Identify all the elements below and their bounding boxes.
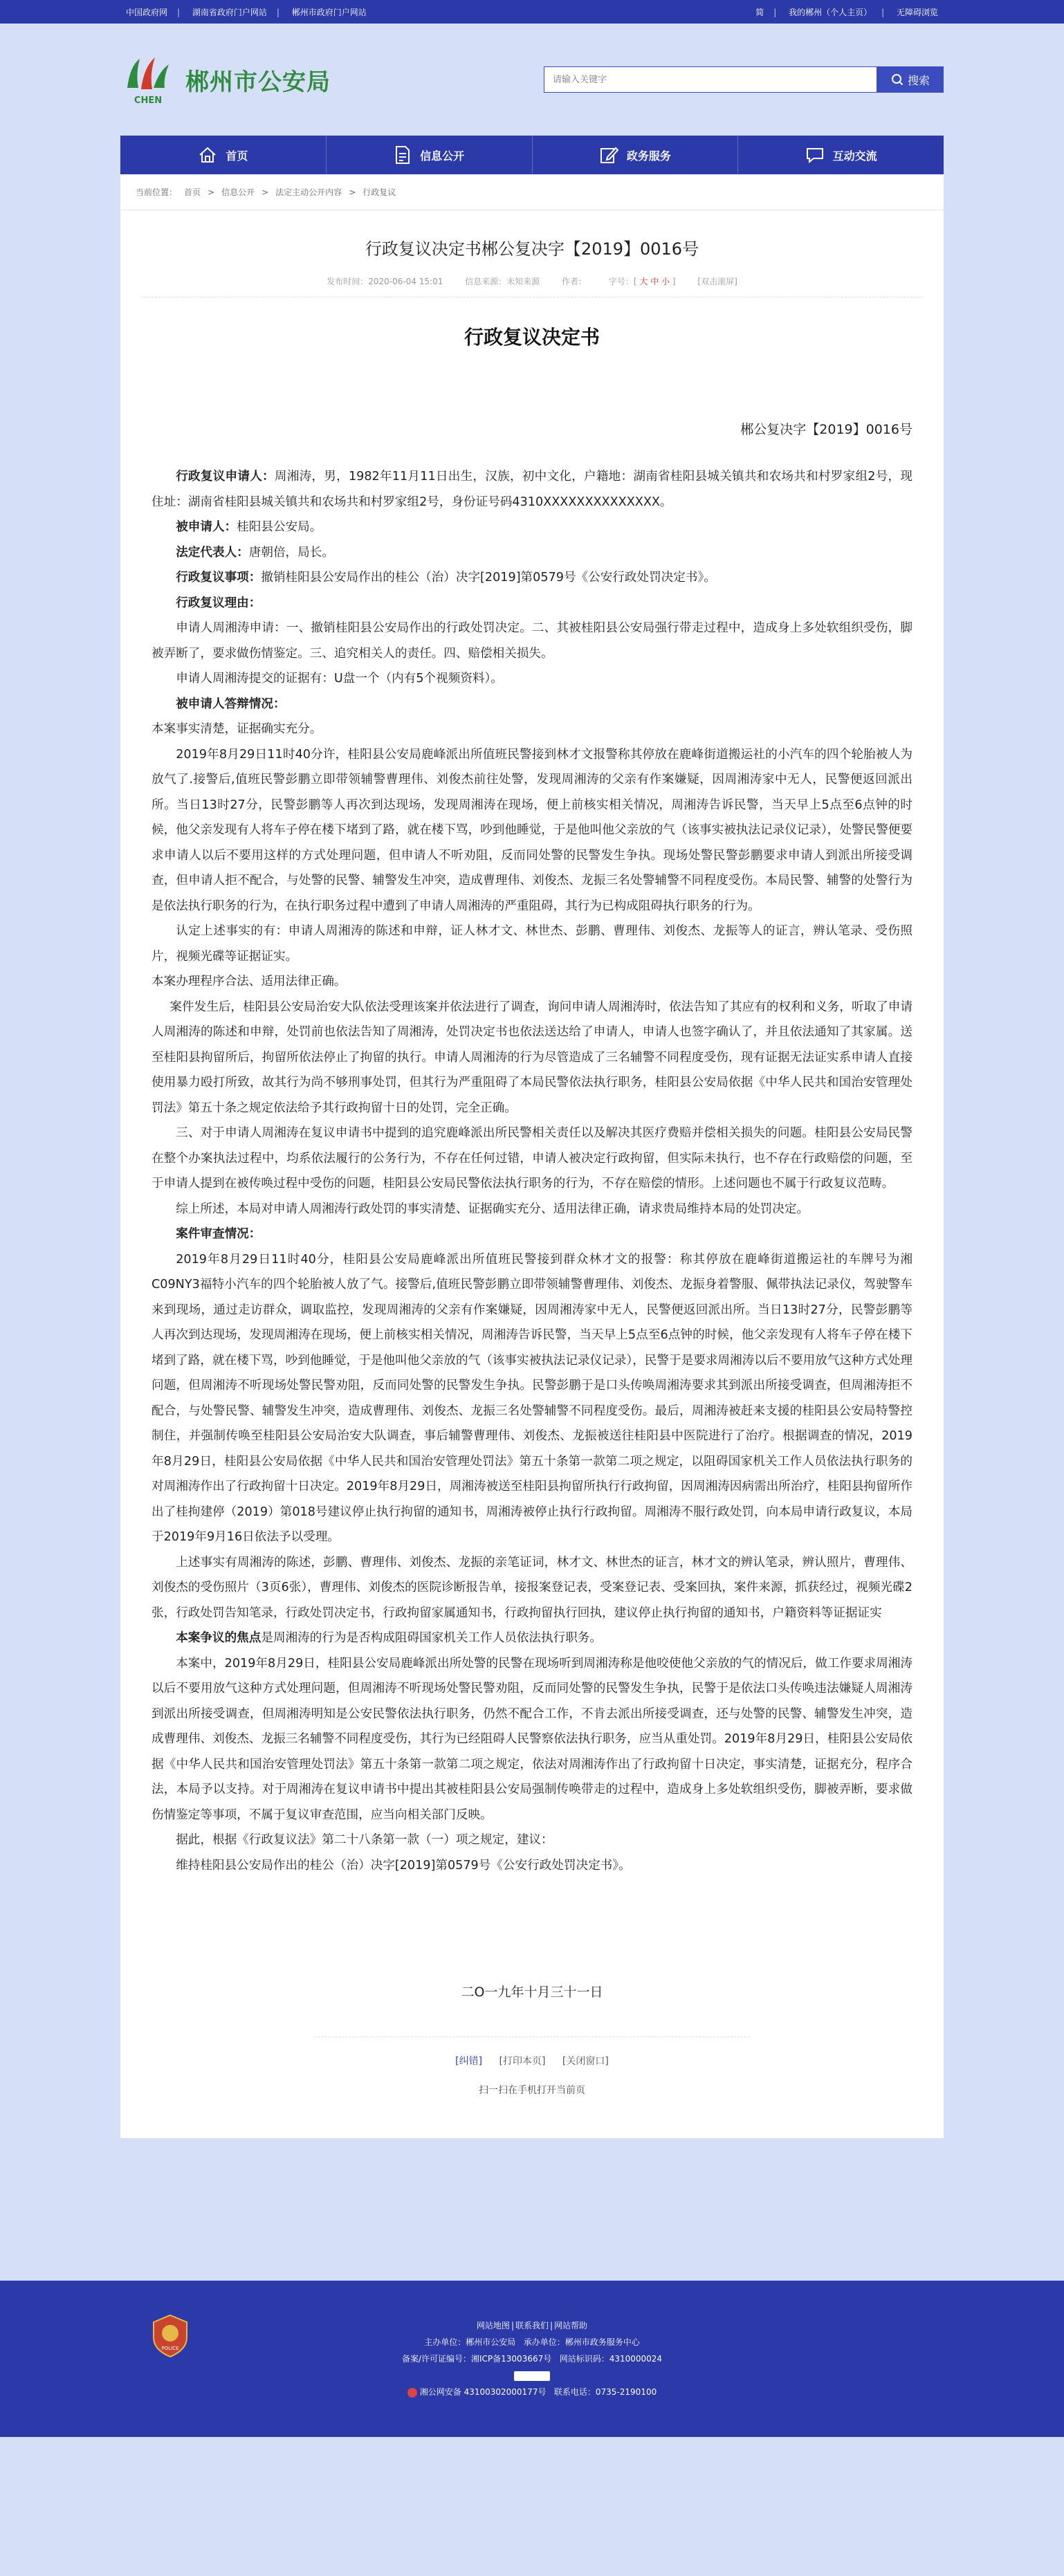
chenzhou-link[interactable]: 郴州市政府门户网站 xyxy=(291,7,367,17)
nav-home[interactable] xyxy=(120,136,327,174)
article-paragraph xyxy=(152,692,912,717)
breadcrumb-prefix: 当前位置： xyxy=(136,187,178,197)
gov-seal-icon xyxy=(514,2371,550,2381)
article-paragraph xyxy=(152,717,912,742)
paragraph-text: 周湘涛，男，1982年11月11日出生，汉族，初中文化，户籍地：湖南省桂阳县城关镇共和农场共和村罗家组2号，现住址：湖南省桂阳县城关镇共和农场共和村罗家组2号，身份证号码4310XXXXXXXXXXXXXX。 xyxy=(152,470,912,509)
paragraph-label: 被申请人答辩情况： xyxy=(176,697,286,711)
article-paragraph xyxy=(152,1121,912,1197)
article-paragraph xyxy=(152,969,912,995)
home-icon xyxy=(198,146,217,164)
article-paragraph xyxy=(152,742,912,919)
search-icon xyxy=(891,73,904,86)
paragraph-label: 行政复议理由： xyxy=(176,596,262,610)
paragraph-text: 桂阳县公安局。 xyxy=(237,520,322,534)
paragraph-label: 被申请人： xyxy=(176,520,237,534)
article-meta xyxy=(141,275,923,297)
paragraph-text: 2019年8月29日11时40分，桂阳县公安局鹿峰派出所值班民警接到群众林才文的报警：称其停放在鹿峰街道搬运社的车牌号为湘C09NY3福特小汽车的四个轮胎被人放了气。接警后,值班民警彭鹏立即带领辅警曹理伟、刘俊杰、龙振身着警服、佩带执法记录仪，驾驶警车来到现场，通过走访群众，调取监控，发现周湘涛的父亲有作案嫌疑，因周湘涛家中无人，民警便返回派出所。当日13时27分，民警彭鹏等人再次到达现场，发现周湘涛在现场，便上前核实相关情况，周湘涛告诉民警，当天早上5点至6点钟的时候，他父亲发现有人将车子停在楼下堵到了路，就在楼下骂，吵到他睡觉，于是他叫他父亲放的气（该事实被执法记录仪记录），民警于是要求周湘涛以后不要用放气这种方式处理问题，但周湘涛不听现场处警民警劝阻，反而同处警的民警发生争执。民警彭鹏于是口头传唤周湘涛要求其到派出所接受调查，但周湘涛拒不配合，与处警民警、辅警发生冲突，造成曹理伟、刘俊杰、龙振三名处警辅警不同程度受伤。最后，周湘涛被赶来支援的桂阳县公安局特警控制住，并强制传唤至桂阳县公安局治安大队调查，事后辅警曹理伟、刘俊杰、龙振被送往桂阳县中医院进行了治疗。根据调查的情况，2019年8月29日，桂阳县公安局依据《中华人民共和国治安管理处罚法》第五十条第一款第二项之规定，以阻碍国家机关工作人员依法执行职务的对周湘涛作出了行政拘留十日决定。2019年8月29日，周湘涛被送至桂阳县拘留所执行行政拘留，因周湘涛因病需出所治疗，桂阳县拘留所作出了桂拘建停（2019）第018号建议停止执行拘留的通知书，周湘涛被停止执行行政拘留。周湘涛不服行政处罚，向本局申请行政复议，本局于2019年9月16日依法予以受理。 xyxy=(152,1252,912,1544)
article-paragraph xyxy=(152,1828,912,1853)
footer-phone: 联系电话：0735-2190100 xyxy=(553,2387,657,2397)
main-content xyxy=(120,174,944,2138)
meta-author: 作者： xyxy=(562,277,587,286)
search-button[interactable] xyxy=(877,66,944,93)
site-title: 郴州市公安局 xyxy=(185,68,331,96)
footer-site-code: 网站标识码：4310000024 xyxy=(559,2354,663,2364)
document-date: 二O一九年十月三十一日 xyxy=(461,1985,603,2000)
article-paragraph xyxy=(152,919,912,969)
article-paragraph xyxy=(152,565,912,591)
article-body xyxy=(120,464,944,1878)
article-actions xyxy=(314,2036,750,2068)
main-nav xyxy=(120,136,944,174)
article-paragraph xyxy=(152,1853,912,1879)
nav-home-label: 首页 xyxy=(226,149,248,163)
logo-mark-icon xyxy=(120,53,176,106)
article-paragraph xyxy=(152,1626,912,1651)
breadcrumb-sep: > xyxy=(208,187,215,197)
paragraph-text: 认定上述事实的有：申请人周湘涛的陈述和申辩，证人林才文、林世杰、彭鹏、曹理伟、刘俊杰、龙振等人的证言，辨认笔录、受伤照片，视频光碟等证据证实。 xyxy=(152,924,912,964)
site-footer xyxy=(0,2281,1064,2437)
footer-police[interactable]: 湘公网安备 43100302000177号 xyxy=(419,2387,547,2397)
nav-services[interactable] xyxy=(533,136,739,174)
top-links-left: 中国政府网 | 湖南省政府门户网站 | 郴州市政府门户网站 xyxy=(126,7,367,17)
search-input[interactable] xyxy=(544,66,877,93)
accessibility-link[interactable]: 无障碍浏览 xyxy=(896,7,938,17)
article-paragraph xyxy=(152,1550,912,1626)
paragraph-label: 法定代表人： xyxy=(176,545,249,560)
qr-hint[interactable]: 扫一扫在手机打开当前页 xyxy=(479,2085,585,2096)
paragraph-text: 本案事实清楚，证据确实充分。 xyxy=(152,722,322,736)
paragraph-text: 唐朝倍，局长。 xyxy=(248,545,334,560)
contact-link[interactable]: 联系我们 xyxy=(515,2321,549,2330)
article-paragraph xyxy=(152,666,912,692)
article-title: 行政复议决定书郴公复决字【2019】0016号 xyxy=(365,239,699,259)
paragraph-text: 申请人周湘涛提交的证据有：U盘一个（内有5个视频资料）。 xyxy=(176,672,503,686)
article-paragraph xyxy=(152,1247,912,1550)
article-paragraph xyxy=(152,540,912,566)
breadcrumb-sep: > xyxy=(262,187,269,197)
breadcrumb xyxy=(120,174,944,210)
police-record-icon xyxy=(407,2388,417,2398)
paragraph-text: 维持桂阳县公安局作出的桂公（治）决字[2019]第0579号《公安行政处罚决定书》。 xyxy=(176,1858,631,1873)
breadcrumb-home[interactable]: 首页 xyxy=(184,187,201,197)
site-logo[interactable] xyxy=(120,53,331,106)
document-number: 郴公复决字【2019】0016号 xyxy=(740,422,912,437)
personal-page-link[interactable]: 我的郴州（个人主页） xyxy=(789,7,872,17)
font-small-button[interactable]: 小 xyxy=(661,277,670,286)
site-header xyxy=(120,24,944,136)
article-paragraph xyxy=(152,591,912,616)
edit-icon xyxy=(599,145,618,165)
breadcrumb-statutory[interactable]: 法定主动公开内容 xyxy=(275,187,342,197)
paragraph-text: 案件发生后，桂阳县公安局治安大队依法受理该案并依法进行了调查，询问申请人周湘涛时，依法告知了其应有的权利和义务，听取了申请人周湘涛的陈述和申辩，处罚前也依法告知了周湘涛，处罚决定书也依法送达给了申请人，申请人也签字确认了，并且依法通知了其家属。送至桂阳县拘留所后，拘留所依法停止了拘留的执行。申请人周湘涛的行为尽管造成了三名辅警不同程度受伤，现有证据无法证实系申请人直接使用暴力殴打所致，故其行为尚不够刑事处罚，但其行为严重阻碍了本局民警依法执行职务，桂阳县公安局依据《中华人民共和国治安管理处罚法》第五十条之规定依法给予其行政拘留十日的处罚，完全正确。 xyxy=(152,1000,912,1115)
meta-font-size: 字号：[ 大 中 小 ] xyxy=(608,277,676,286)
footer-undertaker: 承办单位：郴州市政务服务中心 xyxy=(523,2337,640,2347)
paragraph-label: 行政复议申请人： xyxy=(176,470,275,484)
paragraph-text: 综上所述，本局对申请人周湘涛行政处罚的事实清楚、证据确实充分、适用法律正确，请求贵局维持本局的处罚决定。 xyxy=(176,1202,809,1216)
footer-org xyxy=(402,2334,662,2350)
article-paragraph xyxy=(152,1651,912,1828)
paragraph-text: 2019年8月29日11时40分许，桂阳县公安局鹿峰派出所值班民警接到林才文报警称其停放在鹿峰街道搬运社的小汽车的四个轮胎被人为放气了.接警后,值班民警彭鹏立即带领辅警曹理伟、刘俊杰前往处警，发现周湘涛的父亲有作案嫌疑，因周湘涛家中无人，民警便返回派出所。当日13时27分，民警彭鹏等人再次到达现场，发现周湘涛在现场，便上前核实相关情况，周湘涛告诉民警，当天早上5点至6点钟的时候，他父亲发现有人将车子停在楼下堵到了路，就在楼下骂，吵到他睡觉，于是他叫他父亲放的气（该事实被执法记录仪记录），处警民警便要求申请人以后不要用这样的方式处理问题，但申请人不听劝阻，反而同处警的民警发生争执。现场处警民警彭鹏要求申请人到派出所接受调查，但申请人拒不配合，与处警的民警、辅警发生冲突，造成曹理伟、刘俊杰、龙振三名处警辅警不同程度受伤。本局民警、辅警的处警行为是依法执行职务的行为，在执行职务过程中遭到了申请人周湘涛的严重阻碍，其行为已构成阻碍执行职务的行为。 xyxy=(152,747,912,913)
paragraph-text: 本案中，2019年8月29日，桂阳县公安局鹿峰派出所处警的民警在现场听到周湘涛称是他咬使他父亲放的气的情况后，做工作要求周湘涛以后不要用放气这种方式处理问题，但周湘涛不听现场处警民警劝阻，反而同处警的民警发生争执，民警于是依法口头传唤违法嫌疑人周湘涛到派出所接受调查，但周湘涛明知是公安民警依法执行职务，仍然不配合工作，不肯去派出所接受调查，还与处警的民警、辅警发生冲突，造成曹理伟、刘俊杰、龙振三名辅警不同程度受伤，其行为已经阻碍人民警察依法执行职务，应当从重处罚。2019年8月29日，桂阳县公安局依据《中华人民共和国治安管理处罚法》第五十条第一款第二项之规定，依法对周湘涛作出了行政拘留十日决定，事实清楚，证据充分，程序合法，本局予以支持。对于周湘涛在复议申请书中提出其被桂阳县公安局强制传唤带走的过程中，造成身上多处软组织受伤，脚被弄断，要求做伤情鉴定等事项，不属于复议审查范围，应当向相关部门反映。 xyxy=(152,1656,912,1822)
hunan-link[interactable]: 湖南省政府门户网站 xyxy=(192,7,267,17)
paragraph-text: 本案办理程序合法、适用法律正确。 xyxy=(152,975,347,988)
footer-icp[interactable]: 备案/许可证编号：湘ICP备13003667号 xyxy=(401,2354,552,2364)
article-paragraph xyxy=(152,1197,912,1222)
footer-seal[interactable] xyxy=(402,2367,662,2384)
article-paragraph xyxy=(152,995,912,1121)
footer-links: 网站地图 | 联系我们 | 网站帮助 xyxy=(476,2321,588,2330)
print-link[interactable]: [打印本页] xyxy=(499,2056,546,2067)
simplified-link[interactable]: 简 xyxy=(755,7,764,17)
badge-text: POLICE xyxy=(161,2346,179,2351)
breadcrumb-info[interactable]: 信息公开 xyxy=(221,187,255,197)
top-links-right: 简 | 我的郴州（个人主页） | 无障碍浏览 xyxy=(755,7,938,17)
nav-interact[interactable] xyxy=(738,136,944,174)
nav-services-label: 政务服务 xyxy=(626,149,671,163)
breadcrumb-sep: > xyxy=(349,187,356,197)
sitemap-link[interactable]: 网站地图 xyxy=(476,2321,510,2330)
meta-source: 信息来源：未知来源 xyxy=(465,277,540,286)
font-medium-button[interactable]: 中 xyxy=(650,277,659,286)
article-paragraph xyxy=(152,464,912,515)
article-paragraph xyxy=(152,515,912,540)
paragraph-text: 撤销桂阳县公安局作出的桂公（治）决字[2019]第0579号《公安行政处罚决定书》。 xyxy=(261,571,716,585)
double-click-scroll[interactable]: [双击滚屏] xyxy=(697,277,737,286)
top-bar xyxy=(0,0,1064,24)
chat-icon xyxy=(805,146,825,164)
paragraph-label: 行政复议事项： xyxy=(176,571,262,585)
search-button-label: 搜索 xyxy=(907,73,930,87)
nav-info-label: 信息公开 xyxy=(420,149,465,163)
article-paragraph xyxy=(152,616,912,666)
paragraph-label: 本案争议的焦点 xyxy=(176,1631,262,1645)
correction-link[interactable]: [纠错] xyxy=(455,2056,483,2067)
paragraph-text: 申请人周湘涛申请：一、撤销桂阳县公安局作出的行政处罚决定。二、其被桂阳县公安局强行带走过程中，造成身上多处软组织受伤，脚被弄断了，要求做伤情鉴定。三、追究相关人的责任。四、赔偿相关损失。 xyxy=(152,621,912,661)
nav-interact-label: 互动交流 xyxy=(832,149,877,163)
paragraph-text: 三、对于申请人周湘涛在复议申请书中提到的追究鹿峰派出所民警相关责任以及解决其医疗费赔并偿相关损失的问题。桂阳县公安局民警在整个办案执法过程中，均系依法履行的公务行为，不存在任何过错，申请人被决定行政拘留，但实际未执行，也不存在行政赔偿的问题，至于申请人提到在被传唤过程中受伤的问题，桂阳县公安局民警依法执行职务的行为，不存在赔偿的情形。上述问题也不属于行政复议范畴。 xyxy=(152,1126,912,1190)
close-window-link[interactable]: [关闭窗口] xyxy=(562,2056,609,2067)
document-heading: 行政复议决定书 xyxy=(464,326,600,349)
font-large-button[interactable]: 大 xyxy=(639,277,648,286)
nav-info[interactable] xyxy=(327,136,533,174)
logo-text: CHEN xyxy=(134,95,163,106)
gov-link[interactable]: 中国政府网 xyxy=(126,7,168,17)
search-box xyxy=(544,66,944,93)
help-link[interactable]: 网站帮助 xyxy=(554,2321,588,2330)
paragraph-text: 上述事实有周湘涛的陈述，彭鹏、曹理伟、刘俊杰、龙振的亲笔证词，林才文、林世杰的证言，林才文的辨认笔录，辨认照片，曹理伟、刘俊杰的受伤照片（3页6张），曹理伟、刘俊杰的医院诊断报告单，接报案登记表，受案登记表、受案回执，案件来源，抓获经过，视频光碟2张，行政处罚告知笔录，行政处罚决定书，行政拘留家属通知书，行政拘留执行回执，建议停止执行拘留的通知书，户籍资料等证据证实 xyxy=(152,1555,912,1620)
footer-police-row xyxy=(402,2384,662,2400)
footer-host: 主办单位：郴州市公安局 xyxy=(424,2337,516,2347)
footer-info xyxy=(402,2317,662,2400)
meta-time: 发布时间：2020-06-04 15:01 xyxy=(327,277,443,286)
paragraph-text: 据此，根据《行政复议法》第二十八条第一款（一）项之规定，建议： xyxy=(176,1833,553,1847)
police-badge-icon xyxy=(151,2314,190,2358)
breadcrumb-review[interactable]: 行政复议 xyxy=(363,187,396,197)
document-icon xyxy=(394,145,412,165)
article-paragraph xyxy=(152,1222,912,1247)
footer-icp-row xyxy=(402,2350,662,2367)
paragraph-text: 是周湘涛的行为是否构成阻碍国家机关工作人员依法执行职务。 xyxy=(261,1631,602,1645)
paragraph-label: 案件审查情况： xyxy=(176,1227,262,1241)
